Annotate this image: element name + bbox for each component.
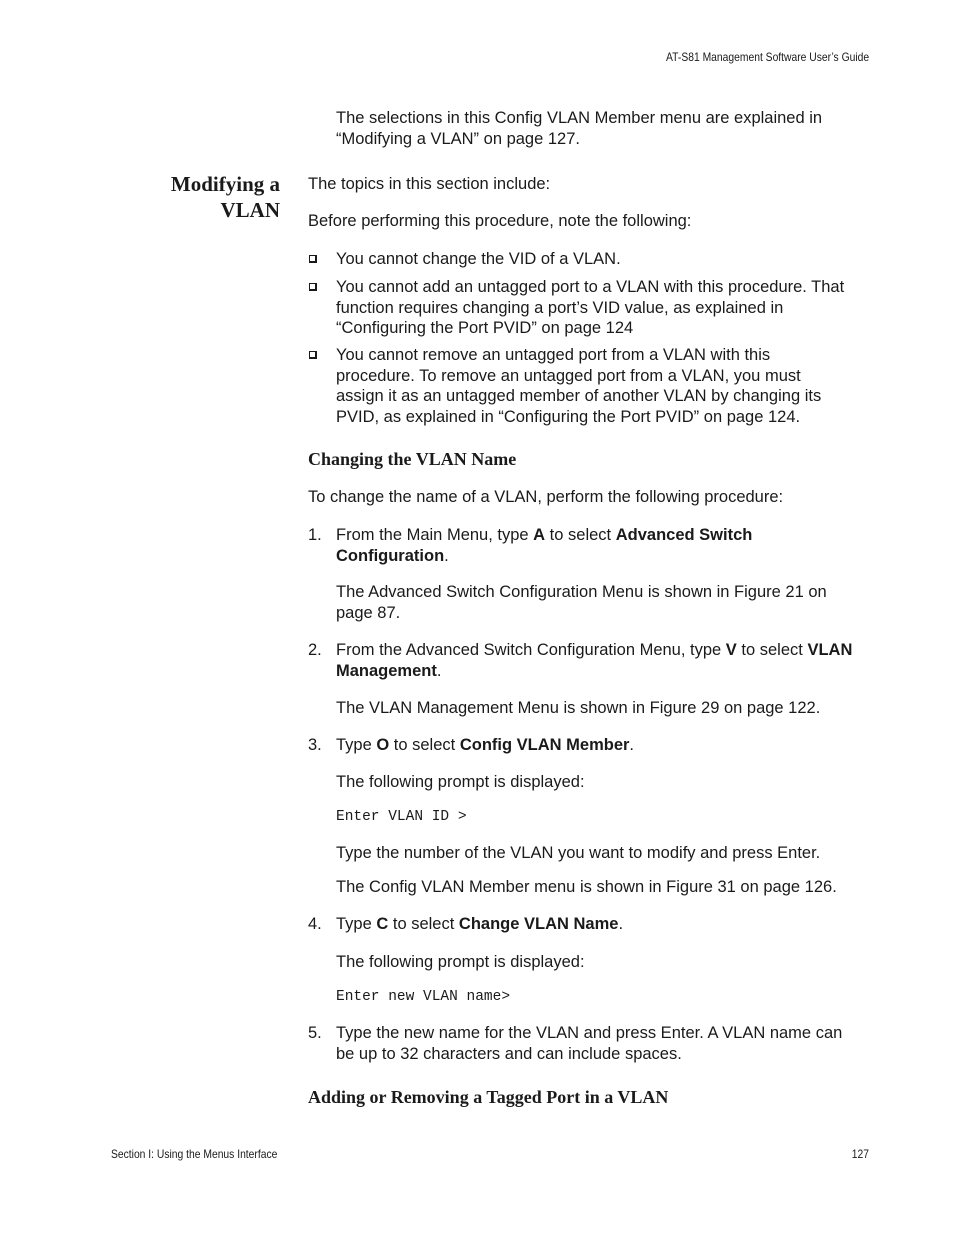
bullet-item (336, 345, 876, 427)
checkbox-bullet-icon (309, 255, 317, 263)
step-target: Advanced Switch (615, 526, 753, 544)
page-number: 127 (851, 1147, 869, 1161)
code-prompt: Enter new VLAN name> (336, 989, 511, 1005)
step-key: V (725, 641, 737, 659)
step-target: VLAN (807, 641, 853, 659)
step-text (336, 735, 876, 756)
step-number: 3. (308, 736, 322, 754)
intro-paragraph (336, 108, 876, 149)
section-heading-line: Modifying a (170, 172, 280, 196)
step-text-part: From the Advanced Switch Configuration Menu, type (336, 641, 726, 659)
bullet-item (336, 249, 876, 270)
intro-line: “Modifying a VLAN” on page 127. (336, 129, 580, 148)
step-number: 5. (308, 1024, 322, 1042)
code-prompt: Enter VLAN ID > (336, 809, 467, 825)
step-text-part: . (436, 661, 442, 680)
step-target: Management (336, 661, 437, 680)
step-text-part: to select (388, 915, 459, 933)
step-text-part: . (444, 546, 449, 565)
step-number: 4. (308, 915, 322, 933)
step-text-part: to select (736, 641, 808, 659)
before-text: Before performing this procedure, note the following: (308, 212, 692, 230)
procedure-intro: To change the name of a VLAN, perform the following procedure: (308, 488, 784, 506)
running-header: AT-S81 Management Software User’s Guide (665, 50, 869, 64)
step-target: Change VLAN Name (458, 915, 619, 933)
intro-line: The selections in this Config VLAN Member menu are explained in (336, 109, 823, 127)
footer-section: Section I: Using the Menus Interface (111, 1147, 278, 1161)
bullet-item (336, 277, 876, 339)
bullet-line: “Configuring the Port PVID” on page 124 (336, 319, 634, 337)
step-text (336, 525, 876, 566)
step-text-part: . (629, 736, 635, 754)
step-text-part: to select (545, 526, 616, 544)
step-text-part: . (618, 915, 624, 933)
step-text (336, 914, 876, 935)
checkbox-bullet-icon (309, 283, 317, 291)
step-number: 2. (308, 641, 322, 659)
section-heading (80, 171, 280, 223)
step-note (336, 582, 876, 623)
step-target: Config VLAN Member (459, 736, 630, 754)
subheading-tagged-port: Adding or Removing a Tagged Port in a VLAN (308, 1087, 669, 1107)
bullet-line: You cannot add an untagged port to a VLAN with this procedure. That (336, 278, 845, 296)
step-target: Configuration (336, 546, 445, 565)
checkbox-bullet-icon (309, 351, 317, 359)
subheading-change-name: Changing the VLAN Name (308, 449, 517, 469)
section-heading-line: VLAN (220, 198, 280, 222)
bullet-line: function requires changing a port’s VID value, as explained in (336, 298, 784, 317)
bullet-line: PVID, as explained in “Configuring the Port PVID” on page 124. (336, 407, 801, 426)
step-text (336, 640, 896, 681)
step-note: The following prompt is displayed: (336, 773, 585, 791)
step-number: 1. (308, 526, 322, 544)
bullet-line: assign it as an untagged member of another VLAN by changing its (336, 387, 822, 405)
bullet-line: procedure. To remove an untagged port from a VLAN, you must (336, 366, 801, 385)
step-text-part: Type (336, 736, 377, 754)
step-note-line: page 87. (336, 603, 401, 622)
bullet-line: You cannot change the VID of a VLAN. (336, 250, 621, 268)
step-text-part: From the Main Menu, type (336, 526, 534, 544)
step-key: C (376, 915, 389, 933)
step-text-part: Type (336, 915, 377, 933)
step-text (336, 1023, 876, 1064)
step-note: The following prompt is displayed: (336, 953, 585, 971)
step-key: O (376, 736, 390, 754)
bullet-line: You cannot remove an untagged port from a VLAN with this (336, 346, 771, 364)
step-text-part: to select (389, 736, 460, 754)
step-key: A (533, 526, 546, 544)
step-note: The Config VLAN Member menu is shown in Figure 31 on page 126. (336, 878, 837, 896)
step-text-line: be up to 32 characters and can include spaces. (336, 1044, 682, 1063)
topics-text: The topics in this section include: (308, 175, 551, 193)
step-note: The VLAN Management Menu is shown in Figure 29 on page 122. (336, 699, 821, 717)
step-note: Type the number of the VLAN you want to modify and press Enter. (336, 844, 821, 862)
step-note-line: The Advanced Switch Configuration Menu is shown in Figure 21 on (336, 583, 827, 601)
step-text-line: Type the new name for the VLAN and press Enter. A VLAN name can (336, 1024, 843, 1042)
